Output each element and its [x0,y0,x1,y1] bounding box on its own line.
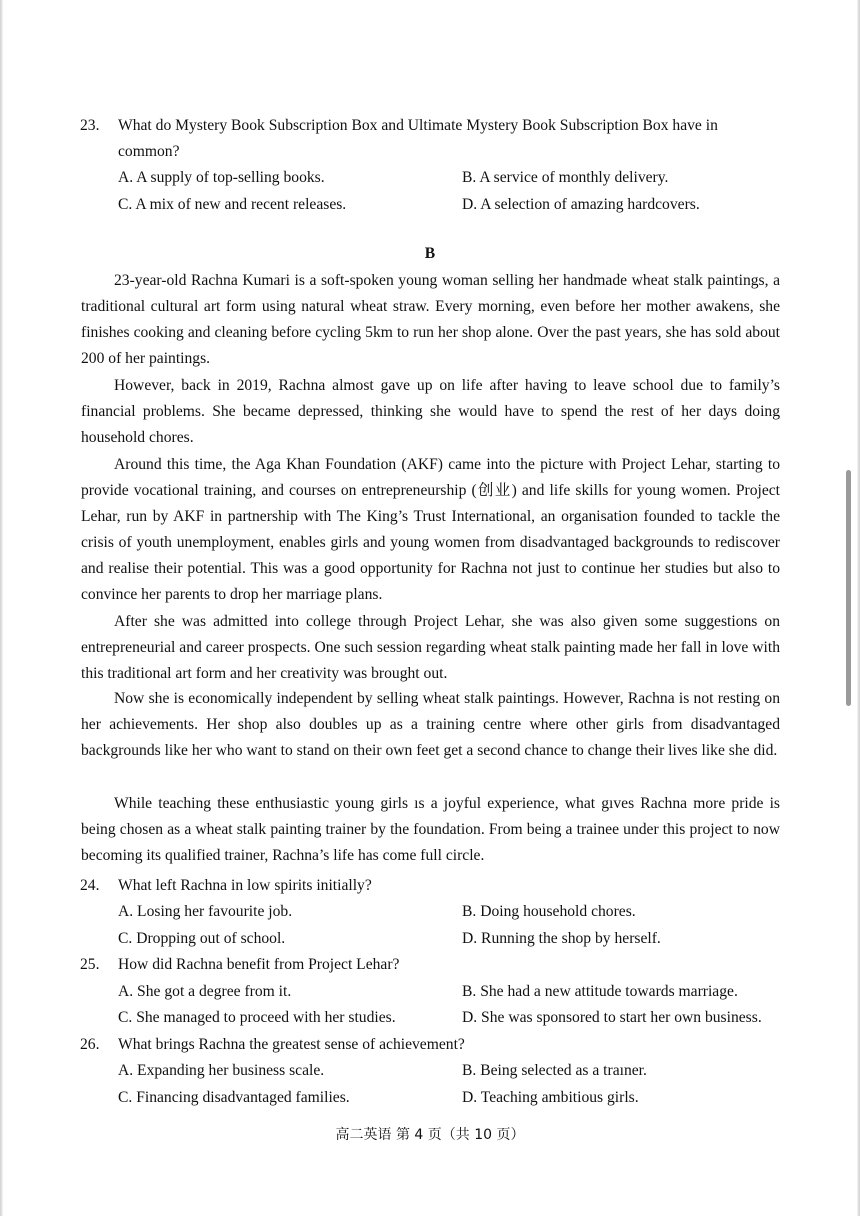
question-stem-continued: common? [118,143,180,160]
passage-paragraph-1: 23-year-old Rachna Kumari is a soft-spoken young woman selling her handmade wheat stalk paintings, a traditional cultural art form using natural wheat straw. Every morning, even before her mother awakens, she finishes cooking and cleaning before cycling 5km to run her shop alone. Over the past years, she has sold about 200 of her paintings. [81,272,780,368]
question-number: 24. [80,877,100,894]
question-number: 25. [80,956,100,973]
page-footer: 高二英语 第 4 页（共 10 页） [335,1127,525,1143]
passage-paragraph-3: Around this time, the Aga Khan Foundation (AKF) came into the picture with Project Lehar, starting to provide vocational training, and courses on entrepreneurship (创业) and life skills for young women. Project Lehar, run by AKF in partnership with The King’s Trust International, an organisation founded to tackle the crisis of youth unemployment, enables girls and young women from disadvantaged backgrounds to rediscover and realise their potential. This was a good opportunity for Rachna not just to continue her studies but also to convince her parents to drop her marriage plans. [81,456,780,604]
option-d[interactable]: D. Teaching ambitious girls. [462,1089,639,1106]
option-b[interactable]: B. A service of monthly delivery. [462,169,669,186]
option-a[interactable]: A. A supply of top-selling books. [118,169,325,186]
passage-paragraph-2: However, back in 2019, Rachna almost gave up on life after having to leave school due to family’s financial problems. She became depressed, thinking she would have to spend the rest of her days doing household chores. [81,377,780,447]
option-d[interactable]: D. Running the shop by herself. [462,930,661,947]
question-stem: What do Mystery Book Subscription Box and Ultimate Mystery Book Subscription Box have in [118,117,718,134]
option-c[interactable]: C. She managed to proceed with her studies. [118,1009,396,1026]
passage-paragraph-6: While teaching these enthusiastic young girls ıs a joyful experience, what gıves Rachna more pride is being chosen as a wheat stalk painting trainer by the foundation. From being a trainee under this project to now becoming its qualified trainer, Rachna’s life has come full circle. [81,795,780,865]
passage-paragraph-5: Now she is economically independent by selling wheat stalk paintings. However, Rachna is not resting on her achievements. Her shop also doubles up as a training centre where other girls from disadvantaged backgrounds like her who want to stand on their own feet get a second chance to change their lives like she did. [81,690,780,760]
question-stem: What brings Rachna the greatest sense of achievement? [118,1036,465,1053]
section-heading: B [424,245,436,262]
option-b[interactable]: B. Being selected as a traıner. [462,1062,647,1079]
option-c[interactable]: C. Dropping out of school. [118,930,286,947]
question-stem: What left Rachna in low spirits initially? [118,877,372,894]
option-c[interactable]: C. A mix of new and recent releases. [118,196,347,213]
option-a[interactable]: A. Losing her favourite job. [118,903,293,920]
question-number: 23. [80,117,100,134]
option-b[interactable]: B. She had a new attitude towards marriage. [462,983,738,1000]
option-b[interactable]: B. Doing household chores. [462,903,636,920]
option-d[interactable]: D. She was sponsored to start her own business. [462,1009,762,1026]
question-number: 26. [80,1036,100,1053]
option-c[interactable]: C. Financing disadvantaged families. [118,1089,350,1106]
option-a[interactable]: A. Expanding her business scale. [118,1062,325,1079]
passage-paragraph-4: After she was admitted into college through Project Lehar, she was also given some suggestions on entrepreneurial and career prospects. One such session regarding wheat stalk painting made her fall in love with this traditional art form and her creativity was brought out. [81,613,780,683]
question-stem: How did Rachna benefit from Project Lehar? [118,956,400,973]
option-a[interactable]: A. She got a degree from it. [118,983,292,1000]
option-d[interactable]: D. A selection of amazing hardcovers. [462,196,700,213]
